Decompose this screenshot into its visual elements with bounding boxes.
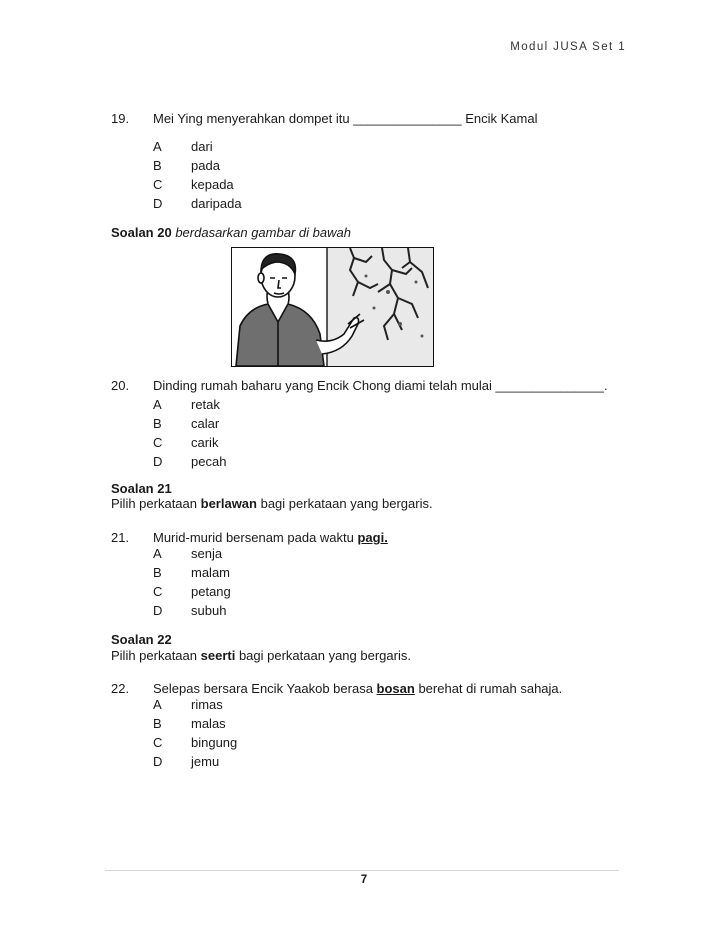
section-title: Soalan 20 [111, 225, 172, 240]
question-text-part: Selepas bersara Encik Yaakob berasa [153, 681, 377, 696]
option-letter: C [153, 584, 163, 599]
option-letter: D [153, 454, 163, 469]
question-number: 19. [111, 111, 130, 126]
option-letter: A [153, 546, 162, 561]
question-text-part: Murid-murid bersenam pada waktu [153, 530, 358, 545]
option-text: rimas [191, 697, 223, 712]
option-text: calar [191, 416, 220, 431]
question-number: 22. [111, 681, 130, 696]
option-b[interactable] [153, 565, 230, 580]
option-text: bingung [191, 735, 238, 750]
option-b[interactable] [153, 158, 220, 173]
option-letter: B [153, 158, 162, 173]
option-letter: A [153, 697, 162, 712]
option-text: jemu [191, 754, 220, 769]
instruction-text: Pilih perkataan [111, 648, 201, 663]
option-text: pecah [191, 454, 227, 469]
question-text: Dinding rumah baharu yang Encik Chong diami telah mulai _______________. [153, 378, 608, 393]
instruction-text: bagi perkataan yang bergaris. [235, 648, 411, 663]
option-text: carik [191, 435, 219, 450]
question-text [153, 530, 388, 545]
section-21-instruction [111, 496, 433, 511]
option-text: malam [191, 565, 231, 580]
instruction-text: Pilih perkataan [111, 496, 201, 511]
section-20-heading [111, 225, 351, 240]
option-letter: C [153, 435, 163, 450]
option-text: kepada [191, 177, 234, 192]
instruction-keyword: berlawan [200, 496, 257, 511]
page-number: 7 [360, 874, 368, 886]
module-header: Modul JUSA Set 1 [510, 41, 626, 53]
question-illustration [231, 247, 434, 367]
option-letter: D [153, 754, 163, 769]
man-pointing-at-wall-image [232, 248, 433, 366]
section-title: Soalan 21 [111, 481, 172, 496]
option-c[interactable] [153, 584, 231, 599]
option-d[interactable] [153, 454, 226, 469]
underlined-word: bosan [376, 681, 415, 696]
option-a[interactable] [153, 139, 213, 154]
option-text: pada [191, 158, 220, 173]
instruction-keyword: seerti [200, 648, 236, 663]
section-21-heading [111, 481, 172, 496]
option-a[interactable] [153, 546, 222, 561]
question-text-part: berehat di rumah sahaja. [414, 681, 563, 696]
option-c[interactable] [153, 735, 237, 750]
section-instruction: berdasarkan gambar di bawah [171, 225, 351, 240]
option-letter: A [153, 139, 162, 154]
option-letter: D [153, 196, 163, 211]
option-a[interactable] [153, 397, 220, 412]
question-text [153, 681, 562, 696]
option-text: malas [191, 716, 226, 731]
question-number: 20. [111, 378, 130, 393]
question-number: 21. [111, 530, 130, 545]
option-c[interactable] [153, 177, 234, 192]
section-title: Soalan 22 [111, 632, 172, 647]
question-text: Mei Ying menyerahkan dompet itu _______________ Encik Kamal [153, 111, 538, 126]
footer-divider [105, 870, 619, 871]
section-22-heading [111, 632, 172, 647]
option-letter: A [153, 397, 162, 412]
option-text: senja [191, 546, 223, 561]
underlined-word: pagi. [357, 530, 388, 545]
option-letter: C [153, 177, 163, 192]
option-d[interactable] [153, 196, 242, 211]
option-a[interactable] [153, 697, 223, 712]
option-letter: D [153, 603, 163, 618]
instruction-text: bagi perkataan yang bergaris. [256, 496, 433, 511]
option-letter: B [153, 565, 162, 580]
option-text: subuh [191, 603, 227, 618]
option-c[interactable] [153, 435, 218, 450]
section-22-instruction [111, 648, 411, 663]
option-d[interactable] [153, 603, 226, 618]
option-text: dari [191, 139, 213, 154]
option-text: petang [191, 584, 231, 599]
option-text: daripada [191, 196, 242, 211]
option-d[interactable] [153, 754, 219, 769]
option-b[interactable] [153, 716, 226, 731]
option-letter: B [153, 716, 162, 731]
option-letter: C [153, 735, 163, 750]
option-b[interactable] [153, 416, 219, 431]
option-text: retak [191, 397, 220, 412]
option-letter: B [153, 416, 162, 431]
